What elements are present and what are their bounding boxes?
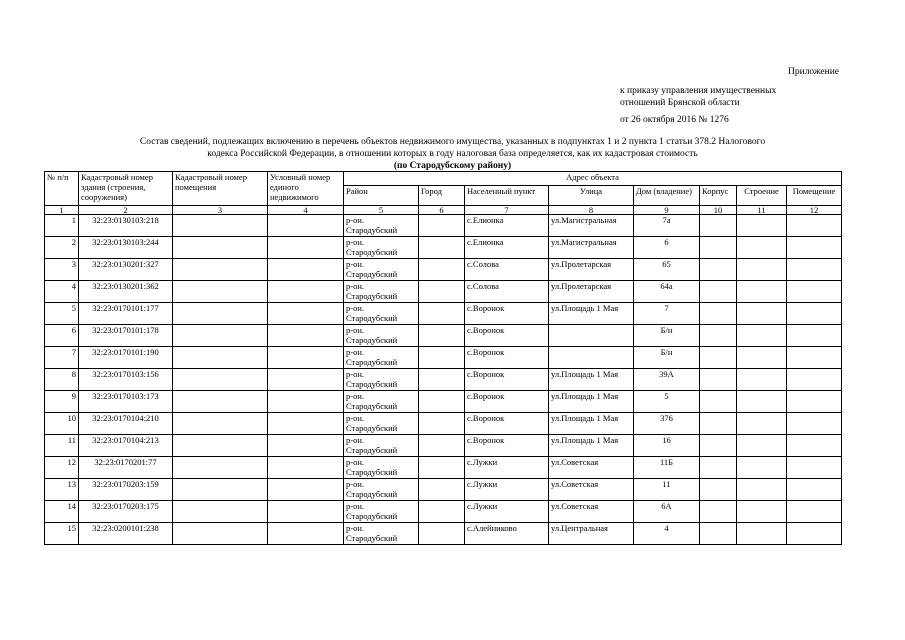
street-cell (549, 347, 634, 369)
street-cell: ул.Пролетарская (549, 259, 634, 281)
city-cell (419, 413, 465, 435)
table-row (45, 413, 842, 435)
header-room: Помещение (787, 186, 842, 206)
header-cad-building: Кадастровый номер здания (строения, сооружения) (79, 172, 173, 206)
building-cell (737, 347, 787, 369)
row-number: 1 (45, 215, 79, 237)
row-number: 9 (45, 391, 79, 413)
street-cell: ул.Магистральная (549, 237, 634, 259)
cad-room-cell (173, 391, 268, 413)
korpus-cell (700, 435, 737, 457)
cad-room-cell (173, 325, 268, 347)
city-cell (419, 523, 465, 545)
korpus-cell (700, 215, 737, 237)
settlement-cell: с.Воронок (465, 413, 549, 435)
settlement-cell: с.Воронок (465, 391, 549, 413)
cad-building-cell: 32:23:0170104:213 (79, 435, 173, 457)
cad-building-cell: 32:23:0170101:190 (79, 347, 173, 369)
row-number: 6 (45, 325, 79, 347)
korpus-cell (700, 303, 737, 325)
document-title-line2: кодекса Российской Федерации, в отношении которых в году налоговая база определяется, как их кадастровая стоимость (207, 149, 698, 159)
row-number: 15 (45, 523, 79, 545)
col-number: 12 (787, 206, 842, 215)
city-cell (419, 281, 465, 303)
house-cell: 6 (634, 237, 700, 259)
house-cell: 65 (634, 259, 700, 281)
district-cell: р-он. Стародубский (344, 303, 419, 325)
row-number: 14 (45, 501, 79, 523)
order-reference-line1: к приказу управления имущественных (620, 86, 777, 96)
building-cell (737, 435, 787, 457)
district-cell: р-он. Стародубский (344, 479, 419, 501)
district-cell: р-он. Стародубский (344, 391, 419, 413)
building-cell (737, 501, 787, 523)
district-cell: р-он. Стародубский (344, 281, 419, 303)
header-korpus: Корпус (700, 186, 737, 206)
settlement-cell: с.Воронок (465, 347, 549, 369)
cond-num-cell (268, 281, 344, 303)
district-cell: р-он. Стародубский (344, 237, 419, 259)
table-row (45, 237, 842, 259)
cad-building-cell: 32:23:0170203:175 (79, 501, 173, 523)
city-cell (419, 501, 465, 523)
street-cell: ул.Площадь 1 Мая (549, 435, 634, 457)
cad-room-cell (173, 281, 268, 303)
room-cell (787, 435, 842, 457)
cad-room-cell (173, 457, 268, 479)
settlement-cell: с.Солова (465, 281, 549, 303)
korpus-cell (700, 523, 737, 545)
table-row (45, 479, 842, 501)
row-number: 10 (45, 413, 79, 435)
table-row (45, 347, 842, 369)
street-cell: ул.Площадь 1 Мая (549, 369, 634, 391)
cad-room-cell (173, 413, 268, 435)
building-cell (737, 369, 787, 391)
street-cell: ул.Магистральная (549, 215, 634, 237)
cad-building-cell: 32:23:0130103:244 (79, 237, 173, 259)
settlement-cell: с.Воронок (465, 435, 549, 457)
cad-room-cell (173, 347, 268, 369)
document-subtitle-district: (по Стародубскому району) (393, 161, 512, 171)
col-number: 10 (700, 206, 737, 215)
table-row (45, 215, 842, 237)
settlement-cell: с.Лужки (465, 457, 549, 479)
col-number: 6 (419, 206, 465, 215)
settlement-cell: с.Лужки (465, 501, 549, 523)
table-row (45, 391, 842, 413)
city-cell (419, 457, 465, 479)
table-row (45, 369, 842, 391)
row-number: 2 (45, 237, 79, 259)
room-cell (787, 215, 842, 237)
settlement-cell: с.Елионка (465, 215, 549, 237)
building-cell (737, 325, 787, 347)
header-cad-room: Кадастровый номер помещения (173, 172, 268, 206)
cad-room-cell (173, 501, 268, 523)
korpus-cell (700, 281, 737, 303)
street-cell: ул.Площадь 1 Мая (549, 303, 634, 325)
building-cell (737, 237, 787, 259)
room-cell (787, 501, 842, 523)
house-cell: 39А (634, 369, 700, 391)
cond-num-cell (268, 501, 344, 523)
header-num: № п/п (45, 172, 79, 206)
room-cell (787, 457, 842, 479)
header-address: Адрес объекта (344, 172, 842, 186)
house-cell: 376 (634, 413, 700, 435)
col-number: 8 (549, 206, 634, 215)
cad-building-cell: 32:23:0130201:327 (79, 259, 173, 281)
settlement-cell: с.Алейниково (465, 523, 549, 545)
row-number: 12 (45, 457, 79, 479)
cad-building-cell: 32:23:0170104:210 (79, 413, 173, 435)
korpus-cell (700, 259, 737, 281)
cond-num-cell (268, 479, 344, 501)
district-cell: р-он. Стародубский (344, 347, 419, 369)
cond-num-cell (268, 413, 344, 435)
district-cell: р-он. Стародубский (344, 259, 419, 281)
room-cell (787, 303, 842, 325)
row-number: 4 (45, 281, 79, 303)
building-cell (737, 259, 787, 281)
korpus-cell (700, 457, 737, 479)
settlement-cell: с.Воронок (465, 303, 549, 325)
house-cell: 11 (634, 479, 700, 501)
street-cell: ул.Центральная (549, 523, 634, 545)
header-house: Дом (владение) (634, 186, 700, 206)
room-cell (787, 413, 842, 435)
room-cell (787, 237, 842, 259)
cad-building-cell: 32:23:0200101:238 (79, 523, 173, 545)
header-street: Улица (549, 186, 634, 206)
cond-num-cell (268, 303, 344, 325)
room-cell (787, 369, 842, 391)
korpus-cell (700, 237, 737, 259)
house-cell: 11Б (634, 457, 700, 479)
col-number: 3 (173, 206, 268, 215)
table-header-row (45, 172, 842, 186)
order-reference-line2: отношений Брянской области (620, 98, 740, 108)
korpus-cell (700, 369, 737, 391)
house-cell: 4 (634, 523, 700, 545)
district-cell: р-он. Стародубский (344, 325, 419, 347)
cad-building-cell: 32:23:0170101:178 (79, 325, 173, 347)
col-number: 9 (634, 206, 700, 215)
row-number: 7 (45, 347, 79, 369)
cad-building-cell: 32:23:0170201:77 (79, 457, 173, 479)
city-cell (419, 325, 465, 347)
row-number: 3 (45, 259, 79, 281)
cad-room-cell (173, 259, 268, 281)
house-cell: 16 (634, 435, 700, 457)
city-cell (419, 303, 465, 325)
korpus-cell (700, 325, 737, 347)
building-cell (737, 391, 787, 413)
row-number: 13 (45, 479, 79, 501)
street-cell: ул.Пролетарская (549, 281, 634, 303)
settlement-cell: с.Воронок (465, 369, 549, 391)
table-row (45, 523, 842, 545)
cond-num-cell (268, 435, 344, 457)
settlement-cell: с.Елионка (465, 237, 549, 259)
order-date: от 26 октября 2016 № 1276 (620, 115, 729, 125)
house-cell: 7 (634, 303, 700, 325)
street-cell: ул.Площадь 1 Мая (549, 413, 634, 435)
district-cell: р-он. Стародубский (344, 369, 419, 391)
room-cell (787, 325, 842, 347)
room-cell (787, 281, 842, 303)
room-cell (787, 523, 842, 545)
street-cell: ул.Советская (549, 501, 634, 523)
row-number: 5 (45, 303, 79, 325)
cond-num-cell (268, 369, 344, 391)
table-row (45, 457, 842, 479)
cad-room-cell (173, 369, 268, 391)
appendix-label: Приложение (788, 67, 839, 77)
room-cell (787, 391, 842, 413)
cad-building-cell: 32:23:0170103:173 (79, 391, 173, 413)
cond-num-cell (268, 325, 344, 347)
header-settlement: Населенный пункт (465, 186, 549, 206)
building-cell (737, 479, 787, 501)
settlement-cell: с.Лужки (465, 479, 549, 501)
cad-building-cell: 32:23:0170103:156 (79, 369, 173, 391)
street-cell: ул.Советская (549, 479, 634, 501)
city-cell (419, 391, 465, 413)
district-cell: р-он. Стародубский (344, 523, 419, 545)
col-number: 7 (465, 206, 549, 215)
table-row (45, 325, 842, 347)
cond-num-cell (268, 523, 344, 545)
district-cell: р-он. Стародубский (344, 215, 419, 237)
district-cell: р-он. Стародубский (344, 435, 419, 457)
house-cell: 7а (634, 215, 700, 237)
city-cell (419, 369, 465, 391)
row-number: 11 (45, 435, 79, 457)
cad-room-cell (173, 523, 268, 545)
col-number: 1 (45, 206, 79, 215)
cad-room-cell (173, 237, 268, 259)
cad-building-cell: 32:23:0130103:218 (79, 215, 173, 237)
col-number: 11 (737, 206, 787, 215)
house-cell: Б/н (634, 347, 700, 369)
cad-room-cell (173, 215, 268, 237)
building-cell (737, 413, 787, 435)
building-cell (737, 281, 787, 303)
korpus-cell (700, 413, 737, 435)
cond-num-cell (268, 237, 344, 259)
house-cell: 6А (634, 501, 700, 523)
building-cell (737, 523, 787, 545)
room-cell (787, 347, 842, 369)
district-cell: р-он. Стародубский (344, 413, 419, 435)
cond-num-cell (268, 215, 344, 237)
street-cell: ул.Советская (549, 457, 634, 479)
settlement-cell: с.Воронок (465, 325, 549, 347)
cad-room-cell (173, 435, 268, 457)
district-cell: р-он. Стародубский (344, 457, 419, 479)
cad-room-cell (173, 303, 268, 325)
header-cond-num: Условный номер единого недвижимого (268, 172, 344, 206)
korpus-cell (700, 479, 737, 501)
row-number: 8 (45, 369, 79, 391)
cad-building-cell: 32:23:0170101:177 (79, 303, 173, 325)
col-number: 5 (344, 206, 419, 215)
city-cell (419, 479, 465, 501)
district-cell: р-он. Стародубский (344, 501, 419, 523)
city-cell (419, 259, 465, 281)
cad-building-cell: 32:23:0130201:362 (79, 281, 173, 303)
header-city: Город (419, 186, 465, 206)
cond-num-cell (268, 259, 344, 281)
col-number: 2 (79, 206, 173, 215)
header-district: Район (344, 186, 419, 206)
table-row (45, 501, 842, 523)
building-cell (737, 303, 787, 325)
col-number: 4 (268, 206, 344, 215)
city-cell (419, 347, 465, 369)
house-cell: 5 (634, 391, 700, 413)
settlement-cell: с.Солова (465, 259, 549, 281)
building-cell (737, 215, 787, 237)
table-row (45, 259, 842, 281)
city-cell (419, 435, 465, 457)
house-cell: 64а (634, 281, 700, 303)
building-cell (737, 457, 787, 479)
korpus-cell (700, 501, 737, 523)
house-cell: Б/н (634, 325, 700, 347)
cond-num-cell (268, 457, 344, 479)
table-row (45, 303, 842, 325)
cad-room-cell (173, 479, 268, 501)
property-register-table (44, 171, 842, 545)
cond-num-cell (268, 347, 344, 369)
korpus-cell (700, 347, 737, 369)
table-row (45, 281, 842, 303)
city-cell (419, 237, 465, 259)
city-cell (419, 215, 465, 237)
korpus-cell (700, 391, 737, 413)
street-cell: ул.Площадь 1 Мая (549, 391, 634, 413)
room-cell (787, 259, 842, 281)
header-building: Строение (737, 186, 787, 206)
document-title-line1: Состав сведений, подлежащих включению в перечень объектов недвижимого имущества, указанных в подпунктах 1 и 2 пункта 1 статьи 378.2 Налогового (139, 137, 766, 147)
room-cell (787, 479, 842, 501)
column-number-row (45, 206, 842, 215)
table-row (45, 435, 842, 457)
cond-num-cell (268, 391, 344, 413)
street-cell (549, 325, 634, 347)
cad-building-cell: 32:23:0170203:159 (79, 479, 173, 501)
